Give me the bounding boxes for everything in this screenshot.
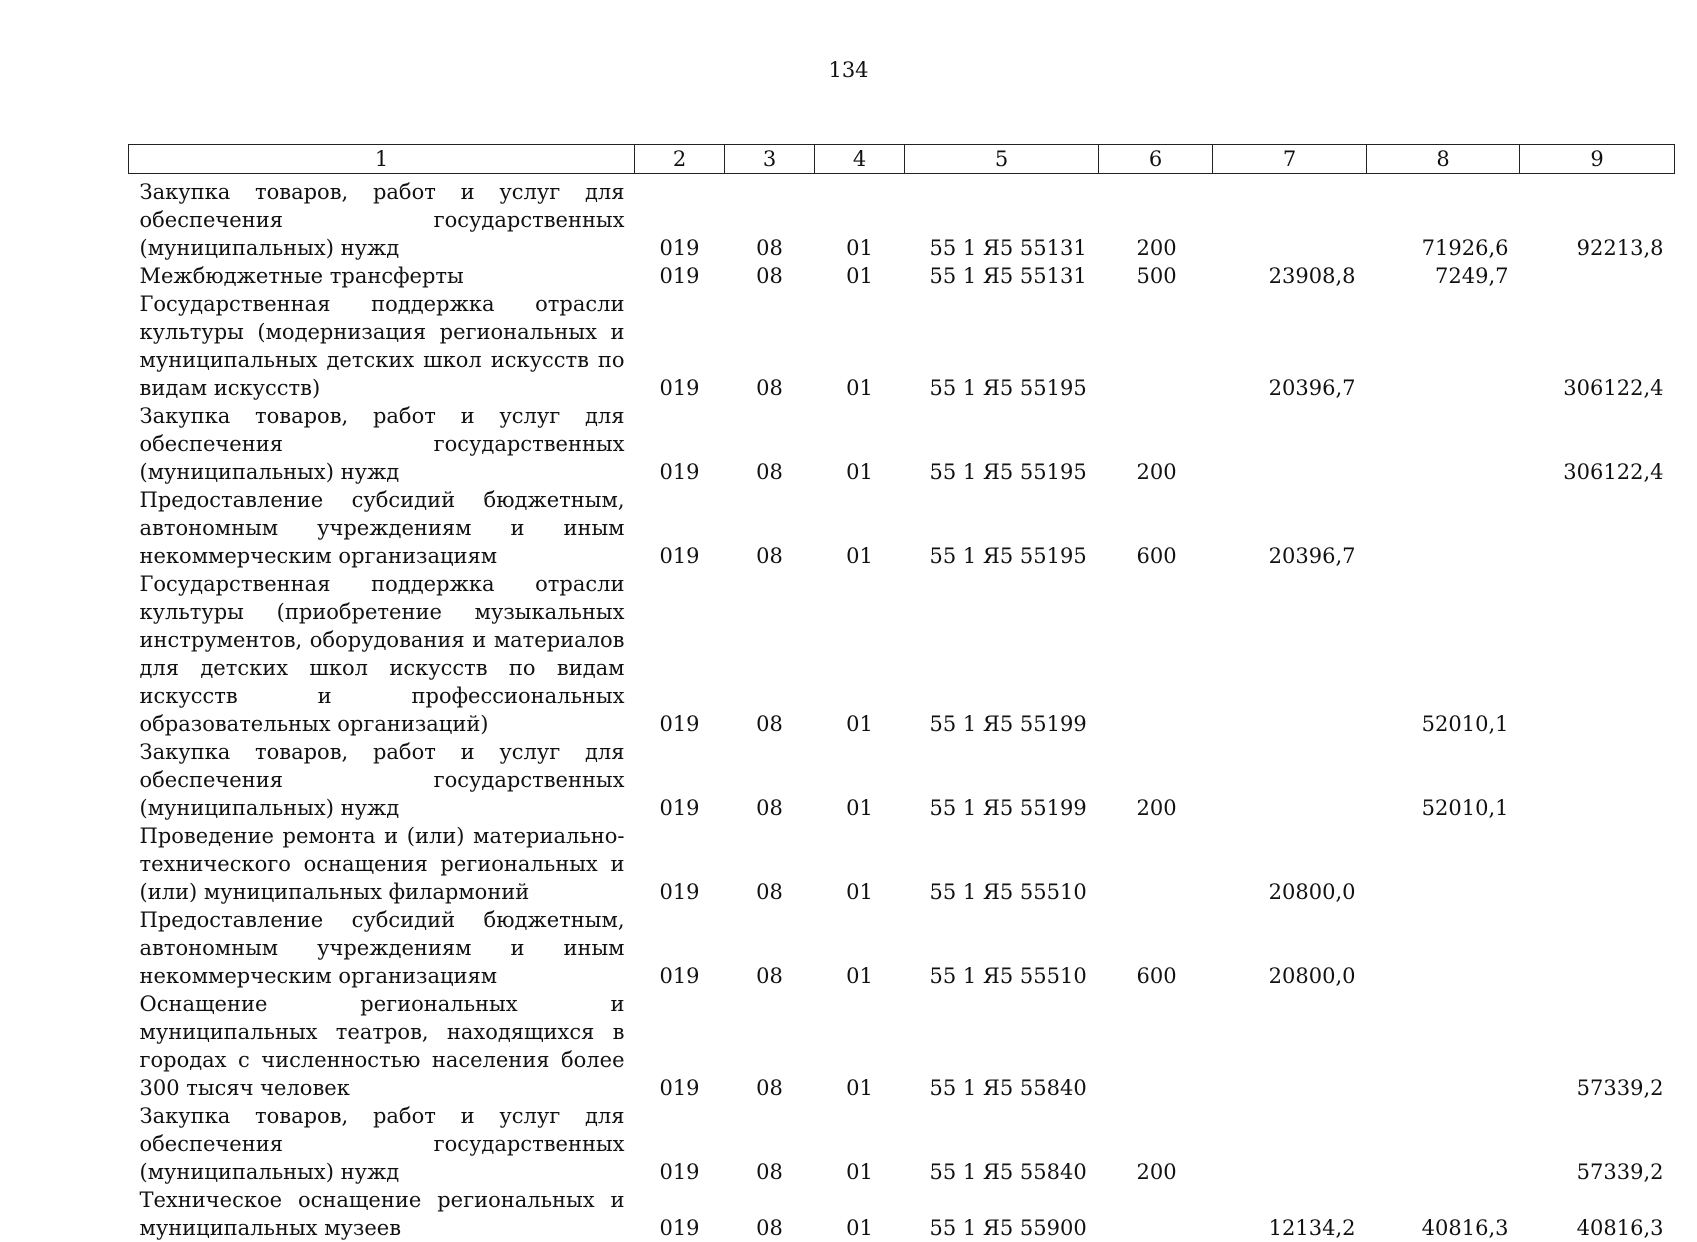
row-amount-8-cell: 71926,6 [1367,174,1520,263]
table-row [129,570,1675,738]
row-amount-7-cell [1213,1102,1367,1186]
row-section-cell: 019 [635,290,725,402]
row-subsubsection-cell: 01 [815,174,905,263]
table-row [129,174,1675,263]
row-section-cell: 019 [635,1102,725,1186]
row-section-cell: 019 [635,738,725,822]
row-target-code-cell: 55 1 Я5 55510 [905,906,1099,990]
row-target-code-cell: 55 1 Я5 55510 [905,822,1099,906]
row-expense-type-cell: 200 [1099,738,1213,822]
row-amount-8-cell [1367,1102,1520,1186]
row-target-code-cell: 55 1 Я5 55199 [905,570,1099,738]
row-amount-7-cell: 20800,0 [1213,906,1367,990]
row-subsubsection-cell: 01 [815,402,905,486]
table-row [129,262,1675,290]
row-amount-7-cell [1213,570,1367,738]
row-amount-9-cell: 40816,3 [1520,1186,1675,1242]
row-expense-type-cell: 200 [1099,174,1213,263]
header-cell: 2 [635,145,725,174]
row-section-cell: 019 [635,990,725,1102]
budget-table [128,144,1675,1242]
row-expense-type-cell: 600 [1099,486,1213,570]
row-target-code-cell: 55 1 Я5 55195 [905,486,1099,570]
row-amount-7-cell [1213,174,1367,263]
row-name-cell: Предоставление субсидий бюджетным, автономным учреждениям и иным некоммерческим организациям [129,486,635,570]
header-cell: 3 [725,145,815,174]
row-amount-9-cell [1520,738,1675,822]
row-amount-7-cell: 20396,7 [1213,290,1367,402]
header-cell: 6 [1099,145,1213,174]
row-subsection-cell: 08 [725,990,815,1102]
row-name-cell: Государственная поддержка отрасли культуры (модернизация региональных и муниципальных детских школ искусств по видам искусств) [129,290,635,402]
row-name-cell: Межбюджетные трансферты [129,262,635,290]
row-amount-9-cell: 92213,8 [1520,174,1675,263]
row-subsection-cell: 08 [725,738,815,822]
row-amount-8-cell [1367,290,1520,402]
row-expense-type-cell: 500 [1099,262,1213,290]
row-name-cell: Государственная поддержка отрасли культуры (приобретение музыкальных инструментов, оборудования и материалов для детских школ искусств по видам искусств и профессиональных образовательных организаций) [129,570,635,738]
row-name-cell: Закупка товаров, работ и услуг для обеспечения государственных (муниципальных) нужд [129,402,635,486]
header-cell: 4 [815,145,905,174]
row-subsubsection-cell: 01 [815,290,905,402]
row-amount-9-cell [1520,486,1675,570]
table-body [129,174,1675,1242]
row-amount-8-cell: 40816,3 [1367,1186,1520,1242]
row-name-cell: Предоставление субсидий бюджетным, автономным учреждениям и иным некоммерческим организациям [129,906,635,990]
table-row [129,402,1675,486]
row-expense-type-cell: 600 [1099,906,1213,990]
table-row [129,738,1675,822]
row-name-cell: Закупка товаров, работ и услуг для обеспечения государственных (муниципальных) нужд [129,1102,635,1186]
header-row [129,145,1675,174]
row-amount-8-cell [1367,990,1520,1102]
table-row [129,486,1675,570]
row-subsubsection-cell: 01 [815,1102,905,1186]
row-section-cell: 019 [635,1186,725,1242]
row-section-cell: 019 [635,262,725,290]
row-subsection-cell: 08 [725,174,815,263]
row-expense-type-cell [1099,990,1213,1102]
row-expense-type-cell [1099,290,1213,402]
header-cell: 9 [1520,145,1675,174]
row-amount-7-cell [1213,402,1367,486]
row-subsection-cell: 08 [725,1102,815,1186]
row-target-code-cell: 55 1 Я5 55840 [905,1102,1099,1186]
row-amount-9-cell: 306122,4 [1520,402,1675,486]
row-target-code-cell: 55 1 Я5 55900 [905,1186,1099,1242]
row-amount-8-cell [1367,402,1520,486]
row-target-code-cell: 55 1 Я5 55840 [905,990,1099,1102]
row-amount-8-cell: 52010,1 [1367,738,1520,822]
table-row [129,1186,1675,1242]
row-target-code-cell: 55 1 Я5 55199 [905,738,1099,822]
header-cell: 5 [905,145,1099,174]
row-amount-9-cell: 57339,2 [1520,1102,1675,1186]
row-target-code-cell: 55 1 Я5 55195 [905,290,1099,402]
row-name-cell: Закупка товаров, работ и услуг для обеспечения государственных (муниципальных) нужд [129,174,635,263]
row-subsection-cell: 08 [725,822,815,906]
row-section-cell: 019 [635,174,725,263]
row-amount-8-cell [1367,486,1520,570]
row-name-cell: Оснащение региональных и муниципальных театров, находящихся в городах с численностью населения более 300 тысяч человек [129,990,635,1102]
row-section-cell: 019 [635,906,725,990]
table-row [129,990,1675,1102]
row-amount-7-cell: 20800,0 [1213,822,1367,906]
row-expense-type-cell: 200 [1099,402,1213,486]
row-amount-9-cell [1520,906,1675,990]
header-cell: 7 [1213,145,1367,174]
row-amount-7-cell: 23908,8 [1213,262,1367,290]
page-number: 134 [0,58,1697,82]
row-expense-type-cell: 200 [1099,1102,1213,1186]
row-amount-8-cell [1367,822,1520,906]
table-row [129,822,1675,906]
row-subsubsection-cell: 01 [815,822,905,906]
row-expense-type-cell [1099,570,1213,738]
row-subsubsection-cell: 01 [815,738,905,822]
row-subsection-cell: 08 [725,906,815,990]
row-name-cell: Проведение ремонта и (или) материально-технического оснащения региональных и (или) муниципальных филармоний [129,822,635,906]
row-section-cell: 019 [635,402,725,486]
row-expense-type-cell [1099,822,1213,906]
row-target-code-cell: 55 1 Я5 55195 [905,402,1099,486]
row-amount-9-cell [1520,822,1675,906]
header-cell: 1 [129,145,635,174]
row-subsection-cell: 08 [725,570,815,738]
row-subsection-cell: 08 [725,290,815,402]
row-target-code-cell: 55 1 Я5 55131 [905,174,1099,263]
row-section-cell: 019 [635,822,725,906]
row-amount-9-cell: 306122,4 [1520,290,1675,402]
row-amount-8-cell: 7249,7 [1367,262,1520,290]
row-subsubsection-cell: 01 [815,906,905,990]
row-amount-7-cell [1213,738,1367,822]
row-section-cell: 019 [635,486,725,570]
row-subsubsection-cell: 01 [815,262,905,290]
header-cell: 8 [1367,145,1520,174]
table-header [129,145,1675,174]
row-subsubsection-cell: 01 [815,486,905,570]
row-subsection-cell: 08 [725,402,815,486]
table-row [129,290,1675,402]
row-subsubsection-cell: 01 [815,570,905,738]
row-target-code-cell: 55 1 Я5 55131 [905,262,1099,290]
row-amount-7-cell: 20396,7 [1213,486,1367,570]
row-amount-8-cell: 52010,1 [1367,570,1520,738]
table-row [129,1102,1675,1186]
row-amount-7-cell [1213,990,1367,1102]
row-subsubsection-cell: 01 [815,1186,905,1242]
row-name-cell: Закупка товаров, работ и услуг для обеспечения государственных (муниципальных) нужд [129,738,635,822]
row-amount-9-cell [1520,262,1675,290]
table-row [129,906,1675,990]
row-amount-8-cell [1367,906,1520,990]
row-amount-7-cell: 12134,2 [1213,1186,1367,1242]
row-amount-9-cell [1520,570,1675,738]
row-subsection-cell: 08 [725,262,815,290]
row-subsection-cell: 08 [725,1186,815,1242]
row-name-cell: Техническое оснащение региональных и муниципальных музеев [129,1186,635,1242]
row-section-cell: 019 [635,570,725,738]
row-subsubsection-cell: 01 [815,990,905,1102]
row-subsection-cell: 08 [725,486,815,570]
row-expense-type-cell [1099,1186,1213,1242]
row-amount-9-cell: 57339,2 [1520,990,1675,1102]
